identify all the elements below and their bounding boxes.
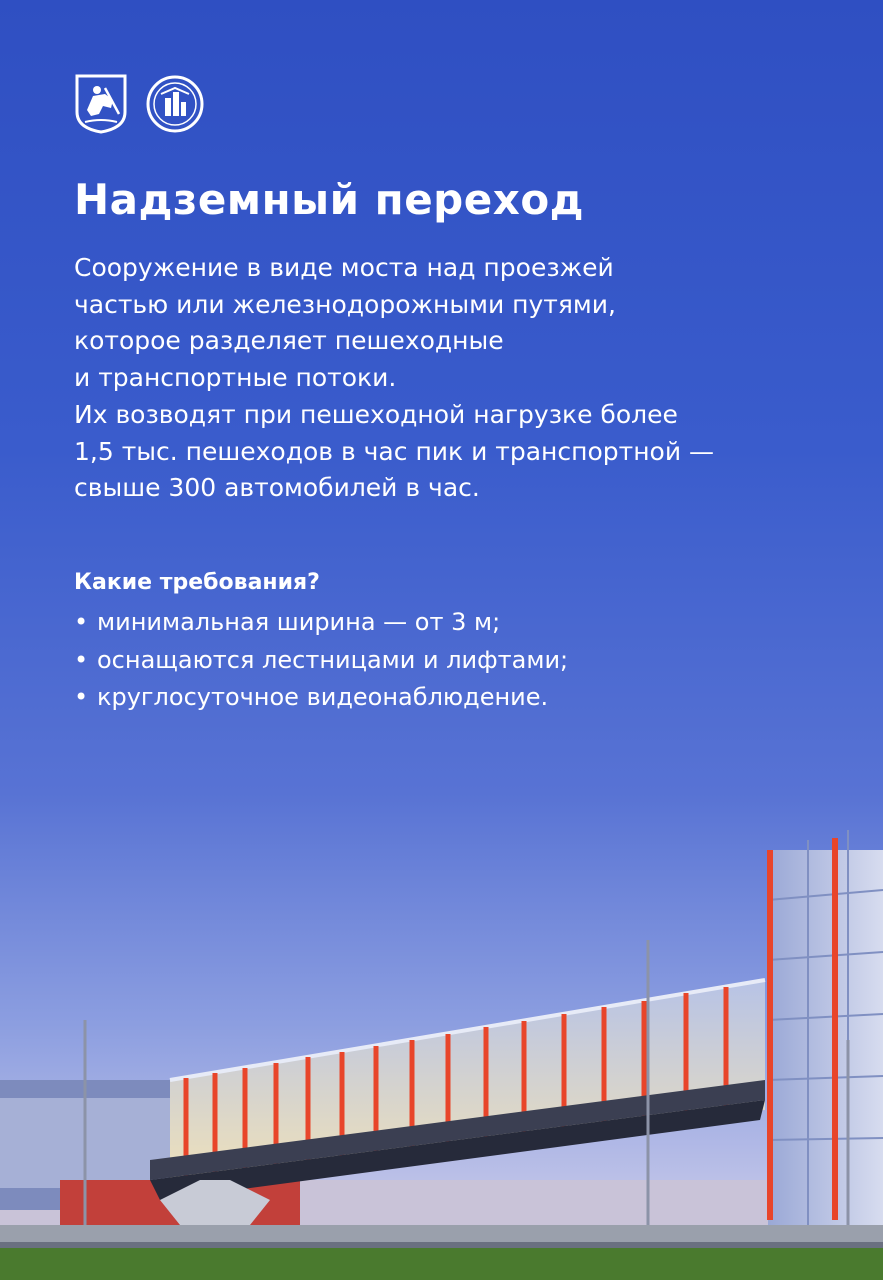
requirement-item bbox=[74, 604, 864, 642]
description-line: свыше 300 автомобилей в час. bbox=[74, 473, 480, 503]
bullet: • bbox=[74, 683, 89, 711]
requirement-item bbox=[74, 642, 864, 680]
moscow-coat-of-arms-logo bbox=[75, 74, 127, 134]
requirement-item bbox=[74, 679, 864, 717]
requirements-section bbox=[74, 566, 864, 717]
description-line: 1,5 тыс. пешеходов в час пик и транспортной — bbox=[74, 436, 715, 466]
bullet: • bbox=[74, 645, 89, 674]
requirement-text: оснащаются лестницами и лифтами; bbox=[97, 645, 569, 674]
requirement-text: круглосуточное видеонаблюдение. bbox=[97, 683, 549, 711]
description-line: частью или железнодорожными путями, bbox=[74, 289, 616, 319]
description bbox=[74, 250, 864, 507]
description-line: Сооружение в виде моста над проезжей bbox=[74, 253, 614, 282]
construction-complex-logo bbox=[145, 74, 205, 134]
logo-group bbox=[75, 74, 205, 134]
description-line: которое разделяет пешеходные bbox=[74, 326, 504, 356]
description-line: и транспортные потоки. bbox=[74, 363, 397, 393]
description-line: Их возводят при пешеходной нагрузке более bbox=[74, 399, 678, 429]
requirements-heading: Какие требования? bbox=[74, 570, 320, 595]
page-title: Надземный переход bbox=[74, 175, 585, 224]
bullet: • bbox=[74, 608, 89, 636]
pedestrian-overpass-photo bbox=[0, 780, 883, 1280]
requirement-text: минимальная ширина — от 3 м; bbox=[97, 608, 501, 636]
requirements-list bbox=[74, 604, 864, 717]
